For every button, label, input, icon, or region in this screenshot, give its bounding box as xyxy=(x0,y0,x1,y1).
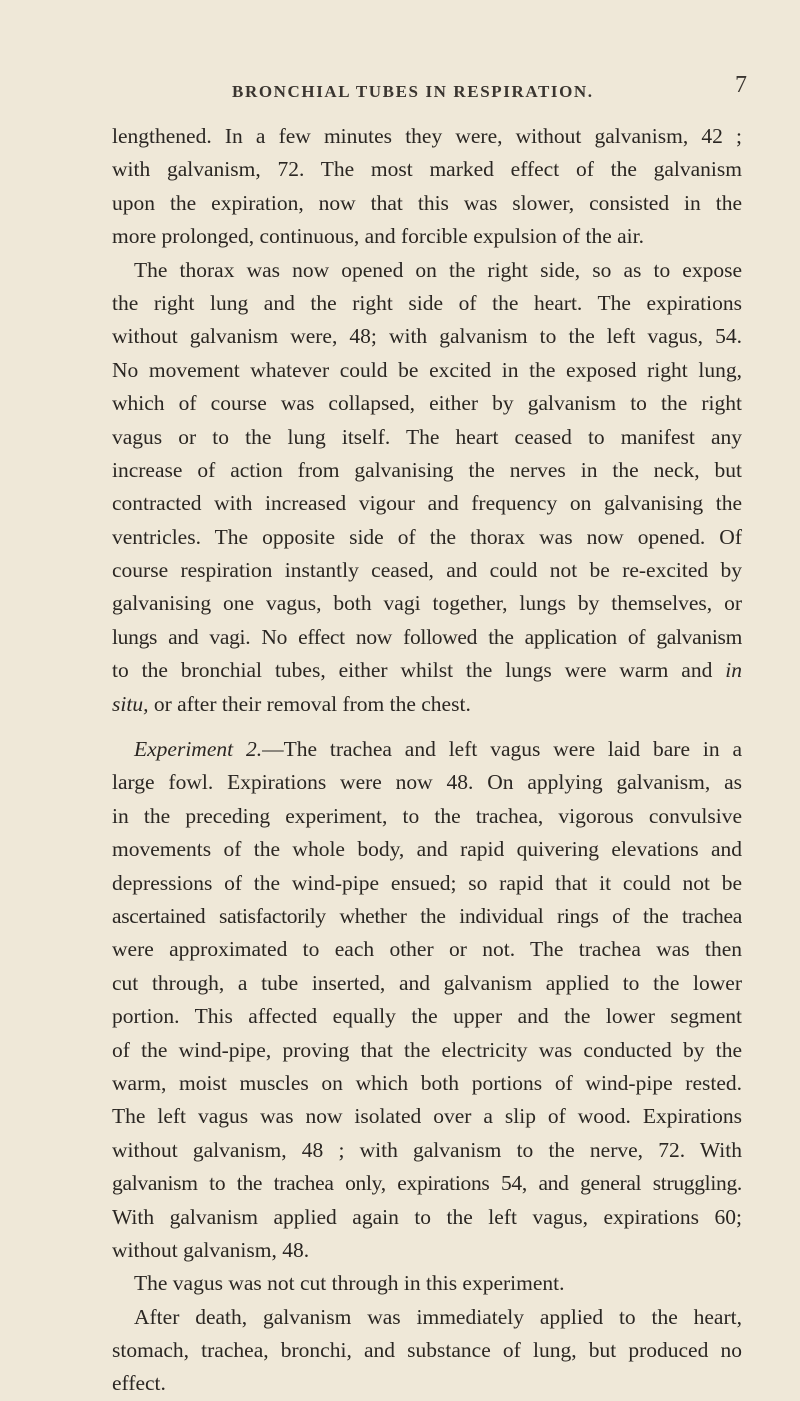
text-line: warm, moist muscles on which both portions of wind-pipe rested. xyxy=(112,1070,742,1095)
text-line: depressions of the wind-pipe ensued; so rapid that it could not be xyxy=(112,870,742,895)
page-number: 7 xyxy=(735,72,747,98)
text-line: The vagus was not cut through in this experiment. xyxy=(134,1271,565,1296)
text-line: were approximated to each other or not. The trachea was then xyxy=(112,937,742,962)
text-line: vagus or to the lung itself. The heart ceased to manifest any xyxy=(112,424,742,449)
text-line: movements of the whole body, and rapid quivering elevations and xyxy=(112,837,742,862)
text-line: portion. This affected equally the upper and the lower segment xyxy=(112,1004,742,1029)
text-line: Experiment 2.—The trachea and left vagus were laid bare in a xyxy=(134,737,742,762)
text-line: The left vagus was now isolated over a slip of wood. Expirations xyxy=(112,1104,742,1129)
running-head: BRONCHIAL TUBES IN RESPIRATION. xyxy=(232,82,594,101)
text-line: large fowl. Expirations were now 48. On applying galvanism, as xyxy=(112,770,742,795)
text-line: course respiration instantly ceased, and could not be re-excited by xyxy=(112,558,742,583)
text-line: contracted with increased vigour and frequency on galvanising the xyxy=(112,491,742,516)
text-line: stomach, trachea, bronchi, and substance of lung, but produced no xyxy=(112,1338,742,1363)
text-line: ascertained satisfactorily whether the individual rings of the trachea xyxy=(112,903,742,928)
text-line: With galvanism applied again to the left vagus, expirations 60; xyxy=(112,1204,742,1229)
text-line: No movement whatever could be excited in the exposed right lung, xyxy=(112,357,742,382)
text-line: which of course was collapsed, either by galvanism to the right xyxy=(112,391,742,416)
text-line: galvanism to the trachea only, expirations 54, and general struggling. xyxy=(112,1171,742,1196)
text-line: ventricles. The opposite side of the thorax was now opened. Of xyxy=(112,524,742,549)
text-line: increase of action from galvanising the nerves in the neck, but xyxy=(112,457,742,482)
text-line: galvanising one vagus, both vagi together, lungs by themselves, or xyxy=(112,591,742,616)
text-line: without galvanism, 48 ; with galvanism to the nerve, 72. With xyxy=(112,1137,742,1162)
text-line: After death, galvanism was immediately applied to the heart, xyxy=(134,1304,742,1329)
body-text xyxy=(112,120,742,1401)
text-line: effect. xyxy=(112,1371,166,1396)
text-line: with galvanism, 72. The most marked effect of the galvanism xyxy=(112,157,742,182)
text-line: upon the expiration, now that this was slower, consisted in the xyxy=(112,190,742,215)
page-header xyxy=(0,72,800,106)
text-line: lungs and vagi. No effect now followed the application of galvanism xyxy=(112,624,742,649)
text-line: to the bronchial tubes, either whilst the lungs were warm and in xyxy=(112,658,743,683)
text-line: of the wind-pipe, proving that the electricity was conducted by the xyxy=(112,1037,742,1062)
experiment-heading: Experiment 2. xyxy=(134,737,263,762)
text-line: The thorax was now opened on the right side, so as to expose xyxy=(134,257,742,282)
text-line: without galvanism were, 48; with galvanism to the left vagus, 54. xyxy=(112,324,742,349)
text-line: the right lung and the right side of the heart. The expirations xyxy=(112,290,742,315)
text-line: situ, or after their removal from the chest. xyxy=(112,691,471,716)
text-line: without galvanism, 48. xyxy=(112,1237,310,1262)
text-line: lengthened. In a few minutes they were, without galvanism, 42 ; xyxy=(112,124,742,148)
text-line: in the preceding experiment, to the trachea, vigorous convulsive xyxy=(112,803,742,828)
text-line: cut through, a tube inserted, and galvanism applied to the lower xyxy=(112,970,742,995)
text-line: more prolonged, continuous, and forcible expulsion of the air. xyxy=(112,224,644,249)
